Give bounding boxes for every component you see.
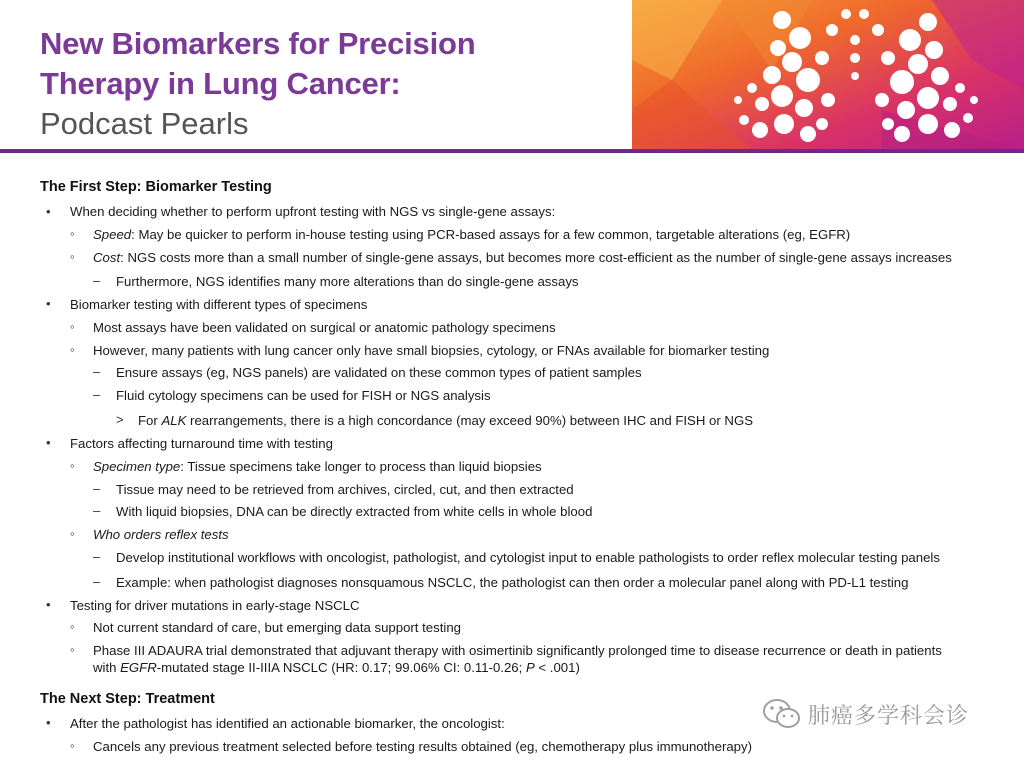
list-item: Speed: May be quicker to perform in-house testing using PCR-based assays for a few common, targetable alterations (eg, EGFR) xyxy=(93,227,851,242)
list-item: Tissue may need to be retrieved from archives, circled, cut, and then extracted xyxy=(116,482,574,497)
dash-marker: – xyxy=(93,387,101,402)
circle-marker: ◦ xyxy=(70,619,75,634)
list-item: After the pathologist has identified an actionable biomarker, the oncologist: xyxy=(70,716,505,731)
section-heading-treatment: The Next Step: Treatment xyxy=(40,691,215,707)
list-item: Testing for driver mutations in early-stage NSCLC xyxy=(70,598,360,613)
list-item: Develop institutional workflows with oncologist, pathologist, and cytologist input to enable pathologists to order reflex molecular testing panels xyxy=(116,550,940,565)
circle-marker: ◦ xyxy=(70,642,75,657)
bullet-marker: • xyxy=(46,435,51,450)
page-subtitle: Podcast Pearls xyxy=(40,106,249,141)
bullet-marker: • xyxy=(46,597,51,612)
dash-marker: – xyxy=(93,273,101,288)
list-item: Not current standard of care, but emerging data support testing xyxy=(93,620,461,635)
list-item: When deciding whether to perform upfront testing with NGS vs single-gene assays: xyxy=(70,204,556,219)
dash-marker: – xyxy=(93,574,101,589)
arrow-marker: > xyxy=(116,412,124,427)
list-item: Most assays have been validated on surgical or anatomic pathology specimens xyxy=(93,320,556,335)
list-item: Factors affecting turnaround time with testing xyxy=(70,436,333,451)
circle-marker: ◦ xyxy=(70,526,75,541)
list-item: Specimen type: Tissue specimens take longer to process than liquid biopsies xyxy=(93,459,542,474)
title-line-1: New Biomarkers for Precision xyxy=(40,26,476,61)
list-item: Ensure assays (eg, NGS panels) are validated on these common types of patient samples xyxy=(116,365,642,380)
header xyxy=(0,0,1024,150)
header-divider xyxy=(0,149,1024,153)
dash-marker: – xyxy=(93,364,101,379)
list-item: Phase III ADAURA trial demonstrated that adjuvant therapy with osimertinib significantly prolonged time to disease recurrence or death in patients xyxy=(93,643,942,658)
dash-marker: – xyxy=(93,503,101,518)
list-item: Furthermore, NGS identifies many more alterations than do single-gene assays xyxy=(116,274,579,289)
title-line-2: Therapy in Lung Cancer: xyxy=(40,66,401,101)
list-item: However, many patients with lung cancer only have small biopsies, cytology, or FNAs available for biomarker testing xyxy=(93,343,770,358)
lung-graphic-banner xyxy=(632,0,1024,150)
bullet-marker: • xyxy=(46,204,51,219)
circle-marker: ◦ xyxy=(70,226,75,241)
list-item: Who orders reflex tests xyxy=(93,527,229,542)
bullet-marker: • xyxy=(46,715,51,730)
circle-marker: ◦ xyxy=(70,319,75,334)
page-title xyxy=(40,24,475,104)
list-item: With liquid biopsies, DNA can be directly extracted from white cells in whole blood xyxy=(116,504,593,519)
circle-marker: ◦ xyxy=(70,738,75,753)
wechat-icon xyxy=(762,697,802,731)
list-item: Cancels any previous treatment selected before testing results obtained (eg, chemotherapy plus immunotherapy) xyxy=(93,739,752,754)
section-heading-biomarker-testing: The First Step: Biomarker Testing xyxy=(40,179,272,195)
circle-marker: ◦ xyxy=(70,342,75,357)
circle-marker: ◦ xyxy=(70,249,75,264)
watermark-text: 肺癌多学科会诊 xyxy=(808,703,970,729)
bullet-marker: • xyxy=(46,296,51,311)
watermark xyxy=(762,694,1002,734)
dash-marker: – xyxy=(93,549,101,564)
list-item: For ALK rearrangements, there is a high concordance (may exceed 90%) between IHC and FISH or NGS xyxy=(138,413,753,428)
list-item: Fluid cytology specimens can be used for FISH or NGS analysis xyxy=(116,388,491,403)
list-item-continuation: with EGFR-mutated stage II-IIIA NSCLC (HR: 0.17; 99.06% CI: 0.11-0.26; P < .001) xyxy=(93,660,580,675)
list-item: Biomarker testing with different types of specimens xyxy=(70,297,368,312)
dash-marker: – xyxy=(93,481,101,496)
list-item: Cost: NGS costs more than a small number of single-gene assays, but becomes more cost-efficient as the number of single-gene assays increases xyxy=(93,250,952,265)
list-item: Example: when pathologist diagnoses nonsquamous NSCLC, the pathologist can then order a molecular panel along with PD-L1 testing xyxy=(116,575,909,590)
circle-marker: ◦ xyxy=(70,458,75,473)
